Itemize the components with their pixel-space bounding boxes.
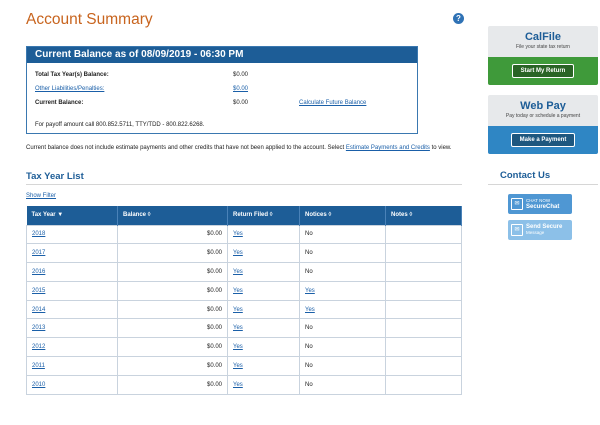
tax-year-cell [27,300,118,319]
help-icon[interactable]: ? [453,13,464,24]
secure-chat-button[interactable] [508,194,572,214]
table-row [27,244,462,263]
notices-cell [300,319,386,338]
tax-year-link[interactable]: 2017 [32,250,46,257]
tax-year-cell [27,319,118,338]
other-liabilities-link[interactable]: Other Liabilities/Penalties: [35,86,105,92]
message-label: Message [526,230,545,235]
notices-cell [300,300,386,319]
total-balance-label: Total Tax Year(s) Balance: [35,72,109,78]
table-row [27,263,462,282]
calfile-action [488,57,598,85]
notes-cell [386,319,462,338]
col-tax-year[interactable]: Tax Year ▼ [27,206,118,225]
current-balance-amount: $0.00 [233,100,249,106]
tax-year-cell [27,225,118,244]
return-filed-cell [228,281,300,300]
payoff-text: For payoff amount call 800.852.5711, TTY/TDD - 800.822.6268. [35,122,205,128]
return-filed-link[interactable]: Yes [233,362,243,369]
tax-year-cell [27,281,118,300]
tax-year-cell [27,244,118,263]
make-a-payment-button[interactable]: Make a Payment [511,133,576,147]
notices-cell [300,225,386,244]
show-filter-link[interactable]: Show Filter [26,193,57,199]
balance-cell: $0.00 [118,338,228,357]
table-row [27,375,462,394]
return-filed-cell [228,244,300,263]
notes-cell [386,300,462,319]
return-filed-link[interactable]: Yes [233,268,243,275]
notices-cell [300,263,386,282]
calfile-banner[interactable] [488,26,598,57]
table-row [27,319,462,338]
notices-value: No [305,231,313,238]
notices-value: No [305,381,313,388]
return-filed-cell [228,225,300,244]
tax-year-cell [27,357,118,376]
page-title: Account Summary [26,11,153,28]
tax-year-cell [27,338,118,357]
send-secure-text [526,224,562,236]
send-secure-label: Send Secure [526,224,563,230]
send-secure-message-button[interactable] [508,220,572,240]
return-filed-cell [228,338,300,357]
notices-cell [300,281,386,300]
return-filed-link[interactable]: Yes [233,287,243,294]
table-row [27,338,462,357]
return-filed-cell [228,319,300,338]
total-balance-amount: $0.00 [233,72,249,78]
tax-year-cell [27,263,118,282]
notices-cell [300,244,386,263]
notes-cell [386,375,462,394]
col-notes[interactable]: Notes ◊ [386,206,462,225]
return-filed-link[interactable]: Yes [233,381,243,388]
notices-cell [300,338,386,357]
current-balance-label: Current Balance: [35,100,84,106]
notes-cell [386,225,462,244]
calfile-logo: CalFile [524,31,562,43]
return-filed-link[interactable]: Yes [233,250,243,257]
tax-year-link[interactable]: 2012 [32,344,46,351]
tax-year-link[interactable]: 2013 [32,325,46,332]
notes-cell [386,244,462,263]
notices-value: No [305,344,313,351]
tax-year-link[interactable]: 2016 [32,268,46,275]
balance-note-suffix: to view. [431,145,452,151]
return-filed-link[interactable]: Yes [233,344,243,351]
tax-year-link[interactable]: 2014 [32,306,46,313]
return-filed-link[interactable]: Yes [233,231,243,238]
balance-cell: $0.00 [118,244,228,263]
other-liabilities-amount-link[interactable]: $0.00 [233,86,249,92]
notices-value[interactable]: Yes [305,306,315,313]
calculate-future-balance-link[interactable]: Calculate Future Balance [299,100,367,106]
webpay-tagline: Pay today or schedule a payment [505,113,581,119]
notices-cell [300,375,386,394]
webpay-card [488,95,598,154]
notices-value: No [305,250,313,257]
balance-note-text: Current balance does not include estimate payments and other credits that have not been applied to the account. Select [26,145,345,151]
estimate-payments-link[interactable]: Estimate Payments and Credits [345,145,430,151]
divider [26,184,462,185]
balance-cell: $0.00 [118,225,228,244]
notices-value: No [305,362,313,369]
balance-cell: $0.00 [118,281,228,300]
notes-cell [386,263,462,282]
balance-cell: $0.00 [118,300,228,319]
contact-us-title: Contact Us [500,170,551,181]
chat-icon: ✉ [511,198,523,210]
col-balance[interactable]: Balance ◊ [118,206,228,225]
calfile-card [488,26,598,85]
return-filed-cell [228,375,300,394]
tax-year-link[interactable]: 2011 [32,362,45,369]
webpay-action [488,126,598,154]
balance-header: Current Balance as of 08/09/2019 - 06:30 PM [27,47,417,63]
secure-chat-text [526,198,559,210]
notes-cell [386,338,462,357]
col-return-filed[interactable]: Return Filed ◊ [228,206,300,225]
notes-cell [386,357,462,376]
webpay-banner[interactable] [488,95,598,126]
table-row [27,281,462,300]
return-filed-cell [228,263,300,282]
table-row [27,357,462,376]
start-my-return-button[interactable]: Start My Return [512,64,575,78]
table-row [27,225,462,244]
tax-year-link[interactable]: 2015 [32,287,46,294]
balance-cell: $0.00 [118,357,228,376]
return-filed-cell [228,357,300,376]
col-notices[interactable]: Notices ◊ [300,206,386,225]
secure-chat-label: SecureChat [526,204,560,210]
balance-cell: $0.00 [118,263,228,282]
notices-value: No [305,268,313,275]
tax-year-cell [27,375,118,394]
divider [488,184,598,185]
webpay-logo: Web Pay [520,100,566,112]
balance-cell: $0.00 [118,319,228,338]
notices-value[interactable]: Yes [305,287,315,294]
current-balance-panel [26,46,418,134]
tax-year-table [26,206,462,395]
return-filed-cell [228,300,300,319]
table-row [27,300,462,319]
tax-year-list-title: Tax Year List [26,171,84,182]
chat-now-label: CHAT NOW [526,198,551,203]
return-filed-link[interactable]: Yes [233,306,243,313]
envelope-icon: ✉ [511,224,523,236]
notices-cell [300,357,386,376]
notes-cell [386,281,462,300]
balance-cell: $0.00 [118,375,228,394]
tax-year-link[interactable]: 2018 [32,231,46,238]
notices-value: No [305,325,313,332]
return-filed-link[interactable]: Yes [233,325,243,332]
balance-note [26,144,466,152]
tax-year-link[interactable]: 2010 [32,381,46,388]
calfile-tagline: File your state tax return [516,44,570,50]
